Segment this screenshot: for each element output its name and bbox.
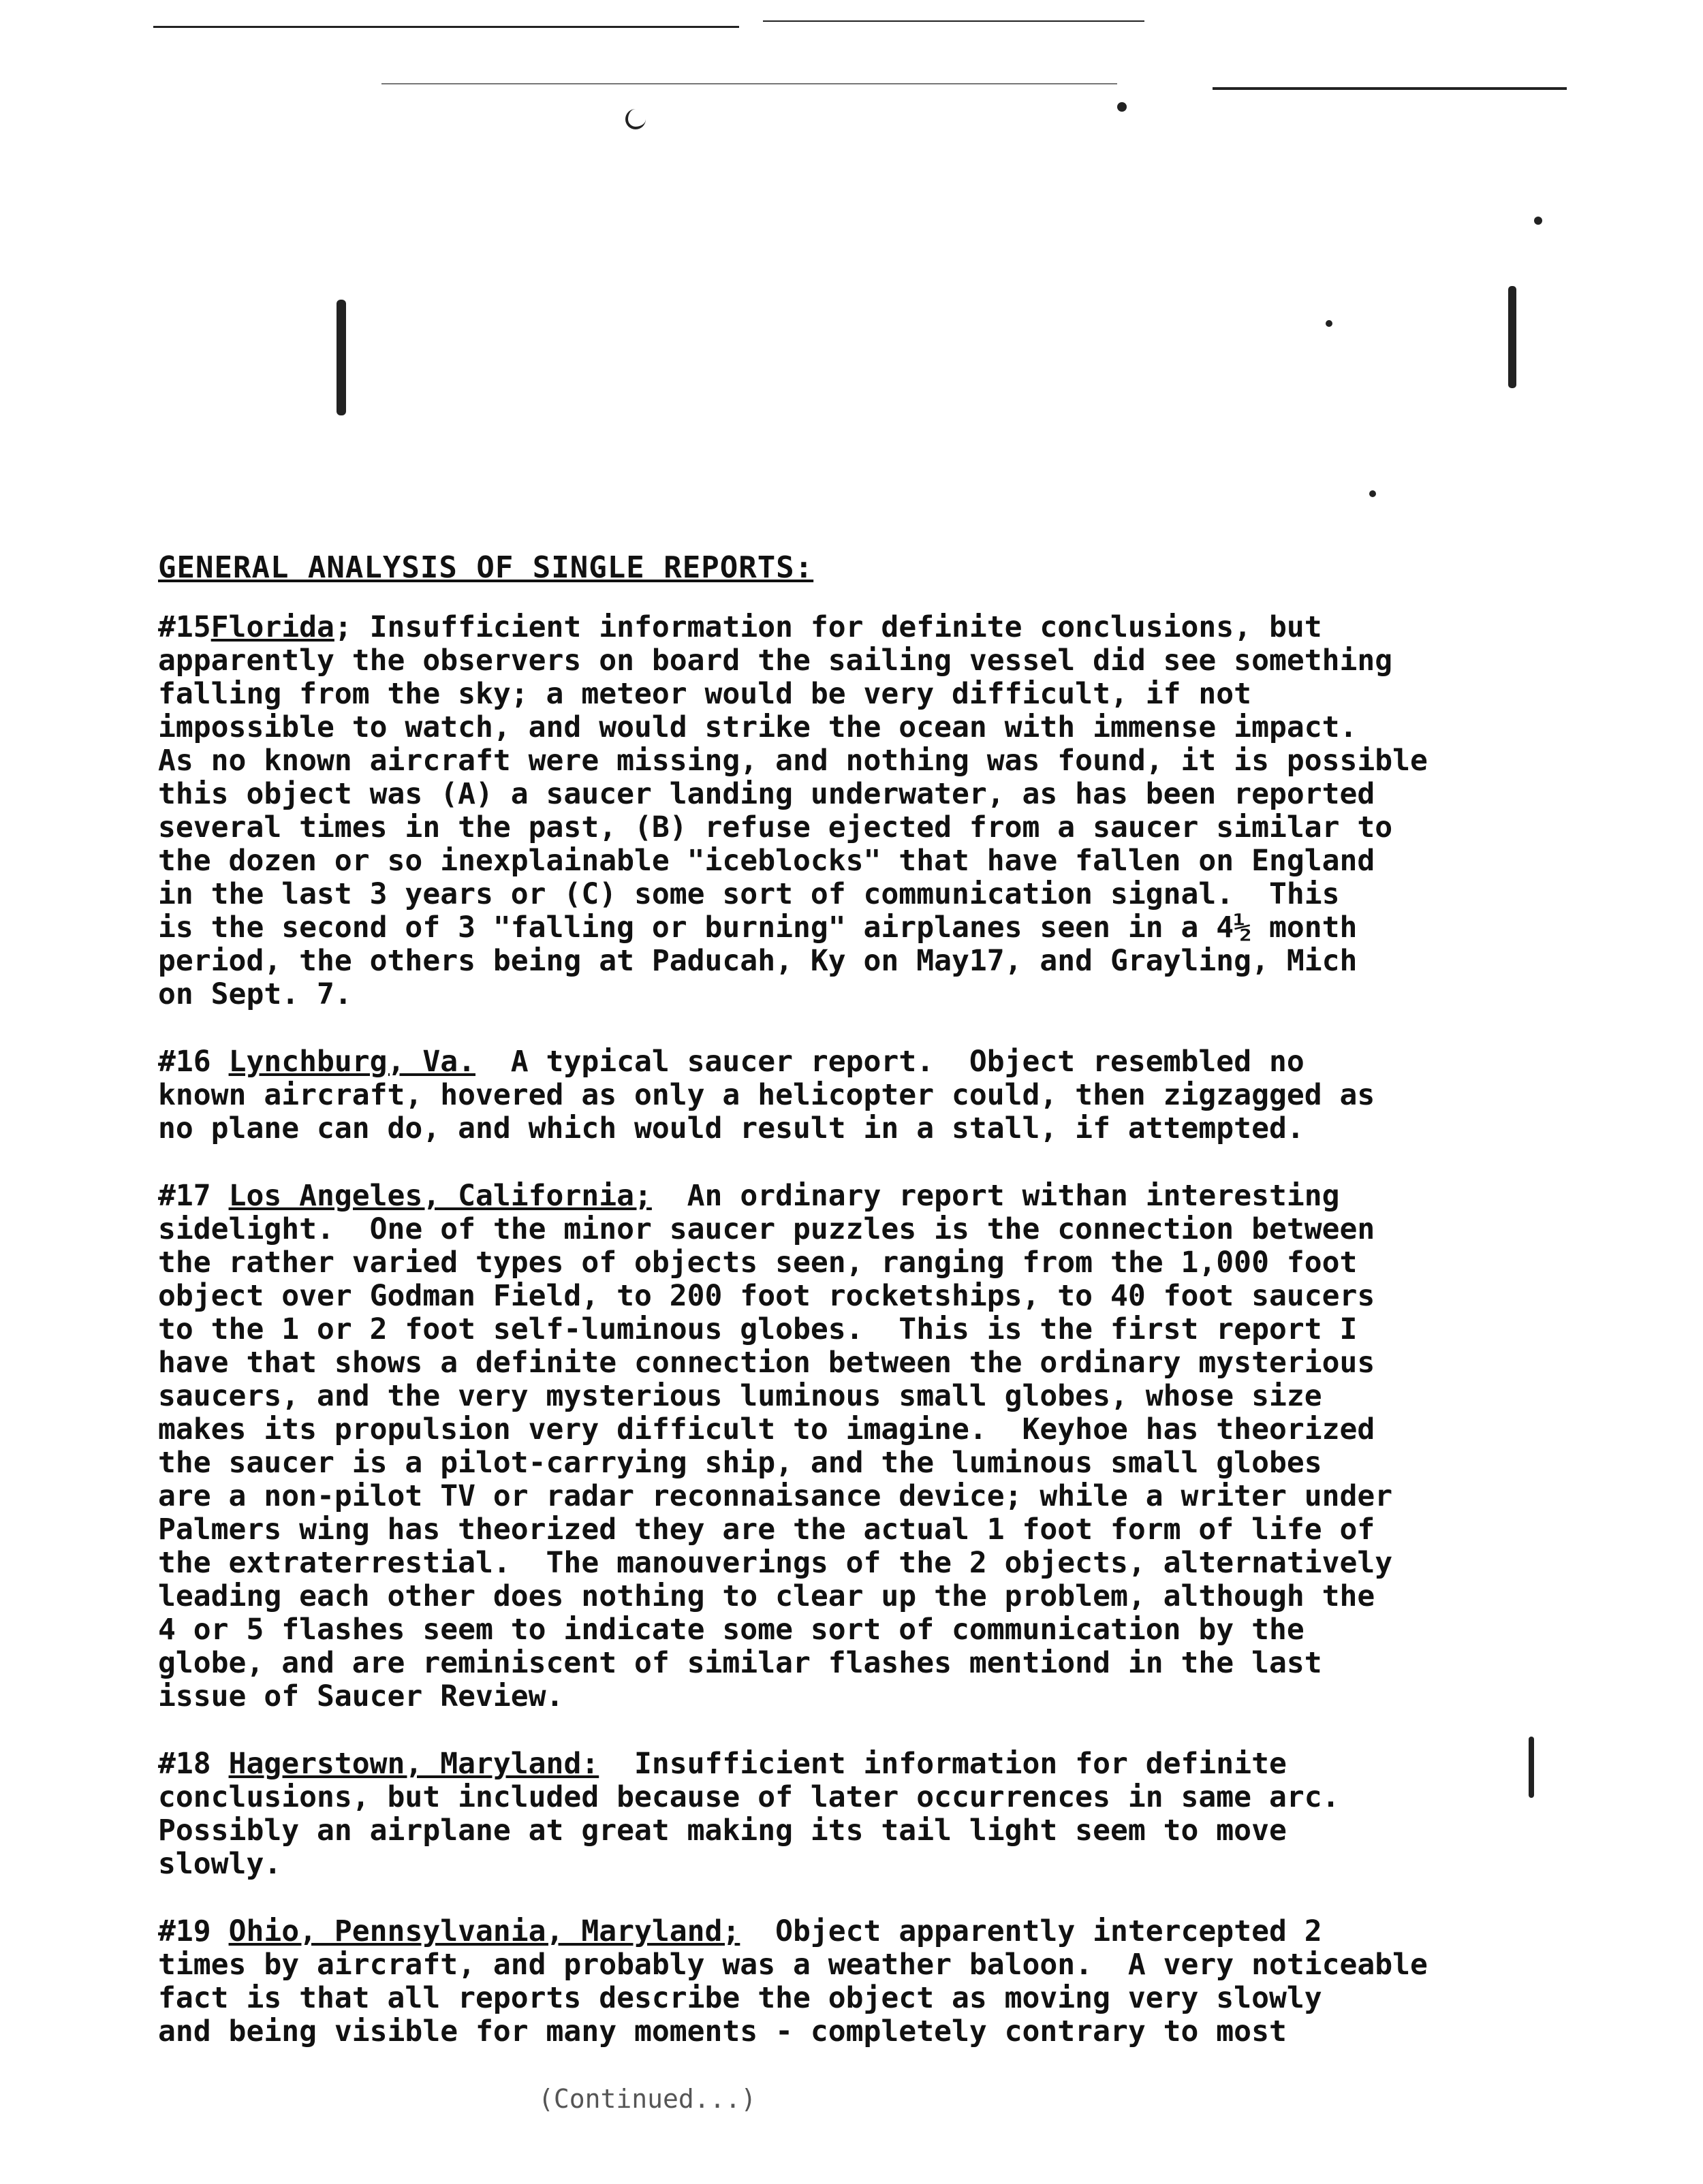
report-line: sidelight. One of the minor saucer puzzles is the connection between bbox=[158, 1212, 1375, 1246]
scan-dot-5 bbox=[625, 109, 646, 129]
report-place: Florida bbox=[210, 610, 334, 644]
report-line: Possibly an airplane at great making its tail light seem to move bbox=[158, 1814, 1287, 1848]
scan-dot-3 bbox=[1369, 490, 1376, 497]
report-line: ; Insufficient information for definite conclusions, but bbox=[334, 610, 1322, 644]
report-line: 4 or 5 flashes seem to indicate some sort of communication by the bbox=[158, 1613, 1304, 1647]
report-place: Ohio, Pennsylvania, Maryland; bbox=[228, 1914, 740, 1948]
scan-dot-1 bbox=[1117, 102, 1127, 112]
report-line: slowly. bbox=[158, 1847, 282, 1881]
top-scan-rule-under bbox=[381, 83, 1117, 84]
report-line: Palmers wing has theorized they are the actual 1 foot form of life of bbox=[158, 1513, 1375, 1547]
report-line: As no known aircraft were missing, and nothing was found, it is possible bbox=[158, 744, 1428, 778]
report-19-first-line bbox=[158, 1915, 1670, 1948]
report-19 bbox=[158, 1915, 1670, 2048]
report-line: times by aircraft, and probably was a weather baloon. A very noticeable bbox=[158, 1948, 1428, 1982]
report-line: the rather varied types of objects seen, ranging from the 1,000 foot bbox=[158, 1246, 1358, 1280]
report-line: this object was (A) a saucer landing underwater, as has been reported bbox=[158, 777, 1375, 811]
report-line: object over Godman Field, to 200 foot rocketships, to 40 foot saucers bbox=[158, 1279, 1375, 1313]
report-place: Hagerstown, Maryland: bbox=[228, 1747, 599, 1781]
report-line: period, the others being at Paducah, Ky on May17, and Grayling, Mich bbox=[158, 944, 1358, 978]
report-place: Lynchburg, Va. bbox=[228, 1045, 475, 1079]
report-line: on Sept. 7. bbox=[158, 977, 352, 1011]
report-17 bbox=[158, 1180, 1670, 1713]
report-number: #17 bbox=[158, 1179, 211, 1213]
report-line: impossible to watch, and would strike the ocean with immense impact. bbox=[158, 710, 1358, 744]
report-18 bbox=[158, 1747, 1670, 1881]
document-body bbox=[158, 550, 1670, 2083]
scan-mark-right bbox=[1508, 286, 1516, 388]
report-number: #18 bbox=[158, 1747, 211, 1781]
report-line: and being visible for many moments - completely contrary to most bbox=[158, 2014, 1287, 2048]
report-line: saucers, and the very mysterious luminous small globes, whose size bbox=[158, 1379, 1322, 1413]
report-17-first-line bbox=[158, 1180, 1670, 1213]
top-scan-rule-right bbox=[1213, 87, 1567, 90]
report-line: the saucer is a pilot-carrying ship, and the luminous small globes bbox=[158, 1446, 1322, 1480]
scan-dot-4 bbox=[1534, 217, 1542, 225]
report-line: to the 1 or 2 foot self-luminous globes. This is the first report I bbox=[158, 1312, 1358, 1346]
report-line: falling from the sky; a meteor would be very difficult, if not bbox=[158, 677, 1252, 711]
report-line: are a non-pilot TV or radar reconnaisance device; while a writer under bbox=[158, 1479, 1393, 1513]
report-line: apparently the observers on board the sailing vessel did see something bbox=[158, 644, 1393, 678]
report-place: Los Angeles, California; bbox=[228, 1179, 652, 1213]
report-number: #15 bbox=[158, 610, 211, 644]
report-line: Object apparently intercepted 2 bbox=[740, 1914, 1322, 1948]
scan-mark-left bbox=[337, 300, 346, 415]
top-scan-rule-left bbox=[153, 26, 739, 28]
report-16 bbox=[158, 1045, 1670, 1145]
top-scan-rule-mid bbox=[763, 20, 1144, 22]
report-18-first-line bbox=[158, 1747, 1670, 1781]
report-number: #19 bbox=[158, 1914, 211, 1948]
report-line: makes its propulsion very difficult to imagine. Keyhoe has theorized bbox=[158, 1412, 1375, 1446]
report-line: An ordinary report withan interesting bbox=[651, 1179, 1340, 1213]
report-line: the dozen or so inexplainable "iceblocks" that have fallen on England bbox=[158, 844, 1375, 878]
report-line: have that shows a definite connection between the ordinary mysterious bbox=[158, 1346, 1375, 1380]
continued-footer: (Continued...) bbox=[538, 2084, 757, 2114]
scan-dot-2 bbox=[1326, 320, 1332, 327]
report-15 bbox=[158, 611, 1670, 1011]
report-line: fact is that all reports describe the object as moving very slowly bbox=[158, 1981, 1322, 2015]
report-line: A typical saucer report. Object resembled no bbox=[475, 1045, 1304, 1079]
report-line: known aircraft, hovered as only a helicopter could, then zigzagged as bbox=[158, 1078, 1375, 1112]
report-line: the extraterrestial. The manouverings of the 2 objects, alternatively bbox=[158, 1546, 1393, 1580]
report-16-first-line bbox=[158, 1045, 1670, 1079]
report-number: #16 bbox=[158, 1045, 211, 1079]
report-line: globe, and are reminiscent of similar flashes mentiond in the last bbox=[158, 1646, 1322, 1680]
report-15-first-line bbox=[158, 611, 1670, 644]
report-line: leading each other does nothing to clear up the problem, although the bbox=[158, 1579, 1375, 1613]
report-line: issue of Saucer Review. bbox=[158, 1679, 564, 1713]
report-line: Insufficient information for definite bbox=[599, 1747, 1287, 1781]
report-line: is the second of 3 "falling or burning" airplanes seen in a 4½ month bbox=[158, 911, 1358, 945]
section-heading: GENERAL ANALYSIS OF SINGLE REPORTS: bbox=[158, 550, 814, 585]
report-line: in the last 3 years or (C) some sort of communication signal. This bbox=[158, 877, 1340, 911]
report-line: no plane can do, and which would result in a stall, if attempted. bbox=[158, 1111, 1304, 1145]
report-line: several times in the past, (B) refuse ejected from a saucer similar to bbox=[158, 810, 1393, 844]
report-line: conclusions, but included because of later occurrences in same arc. bbox=[158, 1780, 1340, 1814]
